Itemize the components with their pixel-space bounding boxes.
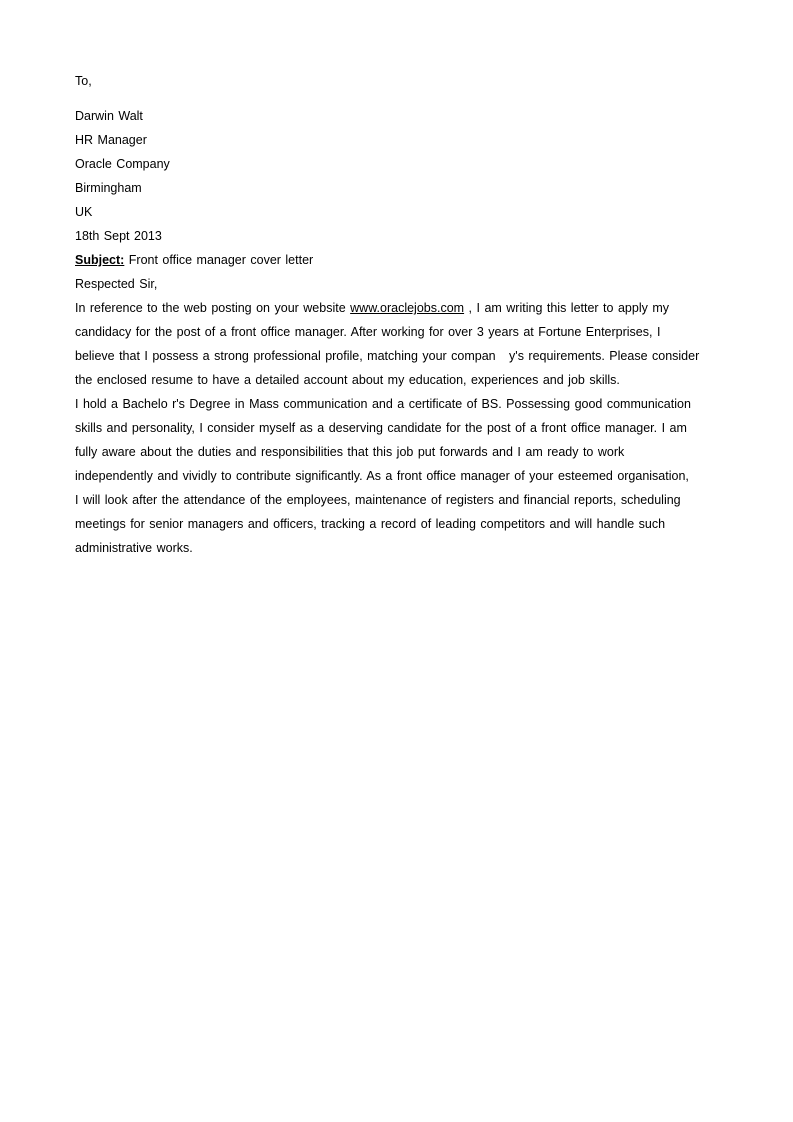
letter-date: 18th Sept 2013: [75, 229, 162, 243]
subject-label: Subject:: [75, 253, 125, 267]
body-line: [75, 296, 753, 320]
recipient-country: UK: [75, 205, 93, 219]
paragraph1-line1-post: , I am writing this letter to apply my: [464, 301, 669, 315]
body-line: independently and vividly to contribute significantly. As a front office manager of your esteemed organisation,: [75, 469, 689, 483]
recipient-name: Darwin Walt: [75, 109, 143, 123]
body-line: I will look after the attendance of the employees, maintenance of registers and financial reports, scheduling: [75, 493, 681, 507]
body-line: meetings for senior managers and officers, tracking a record of leading competitors and will handle such: [75, 517, 666, 531]
recipient-city: Birmingham: [75, 181, 142, 195]
body-line: believe that I possess a strong professional profile, matching your compan y's requirements. Please consider: [75, 349, 700, 363]
body-line: skills and personality, I consider myself as a deserving candidate for the post of a front office manager. I am: [75, 421, 687, 435]
body-line: I hold a Bachelo r's Degree in Mass communication and a certificate of BS. Possessing good communication: [75, 397, 691, 411]
letter-content: [75, 69, 753, 560]
body-paragraph-1: [75, 296, 753, 392]
body-line: fully aware about the duties and responsibilities that this job put forwards and I am ready to work: [75, 445, 625, 459]
to-line: To,: [75, 74, 92, 88]
subject-line: [75, 248, 753, 272]
body-line: the enclosed resume to have a detailed account about my education, experiences and job skills.: [75, 373, 620, 387]
body-line: candidacy for the post of a front office manager. After working for over 3 years at Fortune Enterprises, I: [75, 325, 661, 339]
website-link[interactable]: www.oraclejobs.com: [350, 301, 465, 315]
recipient-title: HR Manager: [75, 133, 147, 147]
salutation: Respected Sir,: [75, 277, 158, 291]
body-line: administrative works.: [75, 541, 193, 555]
blank-line: [75, 93, 753, 104]
paragraph1-line1-pre: In reference to the web posting on your website: [75, 301, 351, 315]
subject-text: Front office manager cover letter: [124, 253, 314, 267]
recipient-company: Oracle Company: [75, 157, 170, 171]
body-paragraph-2: [75, 392, 753, 560]
